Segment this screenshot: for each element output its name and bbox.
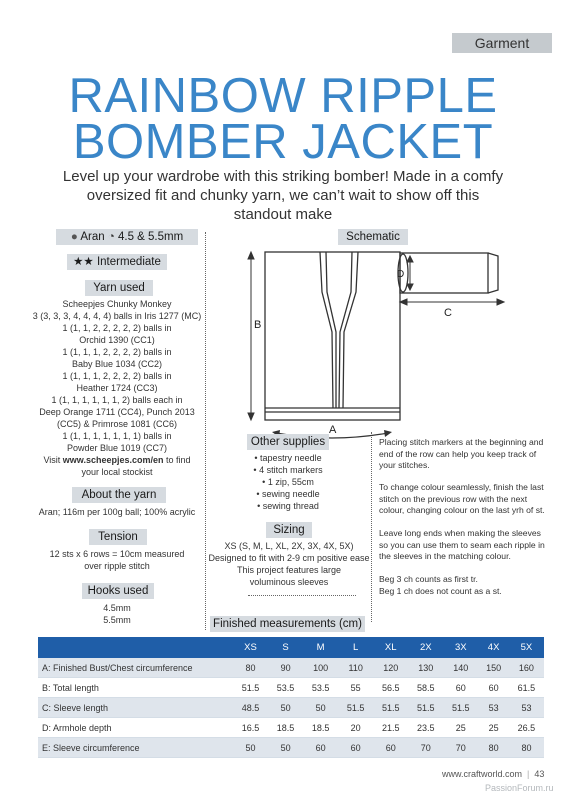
difficulty-header <box>67 254 167 270</box>
yarn-line: (CC5) & Primrose 1081 (CC6) <box>56 419 178 429</box>
tension-line-2: over ripple stitch <box>84 561 150 571</box>
yarn-line: Baby Blue 1034 (CC2) <box>71 359 163 369</box>
cell: 53 <box>478 698 509 718</box>
cell: 80 <box>478 738 509 758</box>
watermark: PassionForum.ru <box>485 783 554 793</box>
supply-text: 4 stitch markers <box>259 465 323 475</box>
scheepjes-link[interactable]: www.scheepjes.com/en <box>62 455 164 465</box>
visit-prefix: Visit <box>43 455 63 465</box>
size-header-row <box>38 637 544 658</box>
size-l: L <box>338 637 373 658</box>
sizing-text <box>206 540 372 588</box>
sizing-line: This project features large <box>236 565 342 575</box>
cell: 51.5 <box>443 698 478 718</box>
cell: 21.5 <box>373 718 408 738</box>
sizing-line: Designed to fit with 2-9 cm positive ease <box>208 553 370 563</box>
supply-item: • 1 zip, 55cm <box>262 477 314 487</box>
cell: 25 <box>443 718 478 738</box>
cell: 80 <box>233 658 268 678</box>
sizing-line: XS (S, M, L, XL, 2X, 3X, 4X, 5X) <box>224 541 354 551</box>
cell: 61.5 <box>509 678 544 698</box>
cell: 80 <box>509 738 544 758</box>
yarn-line: Deep Orange 1711 (CC4), Punch 2013 <box>39 407 195 417</box>
sizing-header: Sizing <box>266 522 312 538</box>
other-supplies-header: Other supplies <box>247 434 329 450</box>
size-4x: 4X <box>478 637 509 658</box>
cell: 90 <box>268 658 303 678</box>
page-number: 43 <box>534 769 545 779</box>
supply-text: 1 zip, 55cm <box>267 477 314 487</box>
label-c: C <box>444 307 452 319</box>
sizing-line: voluminous sleeves <box>249 577 329 587</box>
cell: 50 <box>268 738 303 758</box>
footer-url[interactable]: www.craftworld.com <box>442 769 523 779</box>
label-b: B <box>254 319 262 331</box>
cell: 70 <box>443 738 478 758</box>
blank-header <box>38 637 233 658</box>
hook-icon: ◔ <box>107 231 115 243</box>
size-xs: XS <box>233 637 268 658</box>
cell: 51.5 <box>233 678 268 698</box>
cell: 56.5 <box>373 678 408 698</box>
cell: 60 <box>303 738 338 758</box>
title-line-2: BOMBER JACKET <box>72 115 494 169</box>
yarn-line: Heather 1724 (CC3) <box>76 383 158 393</box>
cell: 50 <box>303 698 338 718</box>
tip-3: Leave long ends when making the sleeves so you can use them to seam each ripple in the sleeves in the matching colour. <box>379 528 545 561</box>
supply-item: • sewing thread <box>257 501 319 511</box>
tension-text <box>28 548 206 572</box>
label-d: D <box>397 269 405 280</box>
table-row <box>38 678 544 698</box>
cell: 60 <box>478 678 509 698</box>
visit-suffix: to find <box>163 455 191 465</box>
yarn-line: 3 (3, 3, 3, 4, 4, 4, 4) balls in Iris 1277 (MC) <box>32 311 202 321</box>
yarn-weight-header <box>56 229 198 245</box>
yarn-line: Scheepjes Chunky Monkey <box>62 299 172 309</box>
intro-text: Level up your wardrobe with this striking bomber! Made in a comfy oversized fit and chunky yarn, we can’t wait to show off this standout make <box>62 168 504 223</box>
yarn-used-header: Yarn used <box>85 280 153 296</box>
tip-1: Placing stitch markers at the beginning and end of the row can help you keep track of your stitches. <box>379 437 544 470</box>
cell: 100 <box>303 658 338 678</box>
tension-header: Tension <box>89 529 147 545</box>
size-s: S <box>268 637 303 658</box>
cell: 51.5 <box>373 698 408 718</box>
row-label: E: Sleeve circumference <box>38 738 233 758</box>
cell: 20 <box>338 718 373 738</box>
cell: 48.5 <box>233 698 268 718</box>
cell: 140 <box>443 658 478 678</box>
stockist-line <box>28 454 206 466</box>
supply-text: sewing thread <box>262 501 319 511</box>
hook-size-item: 5.5mm <box>103 615 131 625</box>
cell: 70 <box>408 738 443 758</box>
title-line-1: RAINBOW RIPPLE <box>68 69 498 123</box>
supply-item: • tapestry needle <box>254 453 322 463</box>
cell: 55 <box>338 678 373 698</box>
section-tag: Garment <box>452 33 552 53</box>
cell: 60 <box>338 738 373 758</box>
size-xl: XL <box>373 637 408 658</box>
row-label: C: Sleeve length <box>38 698 233 718</box>
tension-line-1: 12 sts x 6 rows = 10cm measured <box>49 549 185 559</box>
cell: 53.5 <box>268 678 303 698</box>
table-row <box>38 718 544 738</box>
size-2x: 2X <box>408 637 443 658</box>
cell: 23.5 <box>408 718 443 738</box>
cell: 130 <box>408 658 443 678</box>
row-label: A: Finished Bust/Chest circumference <box>38 658 233 678</box>
cell: 53 <box>509 698 544 718</box>
yarn-used-list <box>28 298 206 478</box>
cell: 58.5 <box>408 678 443 698</box>
star-rating: ★★ <box>73 256 94 268</box>
about-yarn-header: About the yarn <box>72 487 166 503</box>
cell: 16.5 <box>233 718 268 738</box>
cell: 60 <box>443 678 478 698</box>
cell: 50 <box>268 698 303 718</box>
cell: 25 <box>478 718 509 738</box>
cell: 18.5 <box>303 718 338 738</box>
cell: 120 <box>373 658 408 678</box>
table-row <box>38 698 544 718</box>
page-footer <box>442 769 544 779</box>
supply-text: sewing needle <box>262 489 320 499</box>
supply-item: • sewing needle <box>256 489 320 499</box>
cell: 51.5 <box>408 698 443 718</box>
cell: 51.5 <box>338 698 373 718</box>
footer-separator: | <box>524 769 532 779</box>
tip-4: Beg 3 ch counts as first tr. Beg 1 ch does not count as a st. <box>379 574 502 596</box>
size-m: M <box>303 637 338 658</box>
measurements-table <box>38 637 544 758</box>
yarn-line: 1 (1, 1, 1, 1, 1, 1, 2) balls each in <box>51 395 183 405</box>
cell: 160 <box>509 658 544 678</box>
cell: 50 <box>233 738 268 758</box>
yarn-line: 1 (1, 1, 1, 2, 2, 2, 2) balls in <box>62 371 172 381</box>
hooks-list <box>28 602 206 626</box>
cell: 110 <box>338 658 373 678</box>
yarn-ball-icon: ● <box>70 231 78 243</box>
column-divider-right <box>371 432 372 622</box>
yarn-line: 1 (1, 1, 1, 2, 2, 2, 2) balls in <box>62 347 172 357</box>
measurements-header: Finished measurements (cm) <box>210 616 365 632</box>
hooks-used-header: Hooks used <box>82 583 154 599</box>
row-label: B: Total length <box>38 678 233 698</box>
yarn-line: 1 (1, 1, 1, 1, 1, 1, 1) balls in <box>62 431 172 441</box>
sizing-divider <box>248 595 356 596</box>
hook-size: 4.5 & 5.5mm <box>117 231 184 243</box>
about-yarn-text: Aran; 116m per 100g ball; 100% acrylic <box>38 507 196 517</box>
row-label: D: Armhole depth <box>38 718 233 738</box>
stockist-line-2: your local stockist <box>81 467 153 477</box>
yarn-line: 1 (1, 1, 2, 2, 2, 2, 2) balls in <box>62 323 172 333</box>
tip-2: To change colour seamlessly, finish the last stitch on the previous row with the next colour, changing colour on the last yrh of st. <box>379 482 545 515</box>
schematic-header: Schematic <box>338 229 408 245</box>
size-5x: 5X <box>509 637 544 658</box>
supply-text: tapestry needle <box>260 453 322 463</box>
difficulty-label: Intermediate <box>96 256 161 268</box>
yarn-weight: Aran <box>80 231 105 243</box>
cell: 26.5 <box>509 718 544 738</box>
size-3x: 3X <box>443 637 478 658</box>
cell: 60 <box>373 738 408 758</box>
label-a: A <box>329 424 337 436</box>
table-row <box>38 738 544 758</box>
cell: 18.5 <box>268 718 303 738</box>
hook-size-item: 4.5mm <box>103 603 131 613</box>
yarn-line: Powder Blue 1019 (CC7) <box>66 443 168 453</box>
supply-item: • 4 stitch markers <box>253 465 323 475</box>
schematic-diagram <box>240 240 540 440</box>
cell: 53.5 <box>303 678 338 698</box>
yarn-line: Orchid 1390 (CC1) <box>79 335 155 345</box>
table-row <box>38 658 544 678</box>
supplies-list <box>210 452 366 512</box>
cell: 150 <box>478 658 509 678</box>
